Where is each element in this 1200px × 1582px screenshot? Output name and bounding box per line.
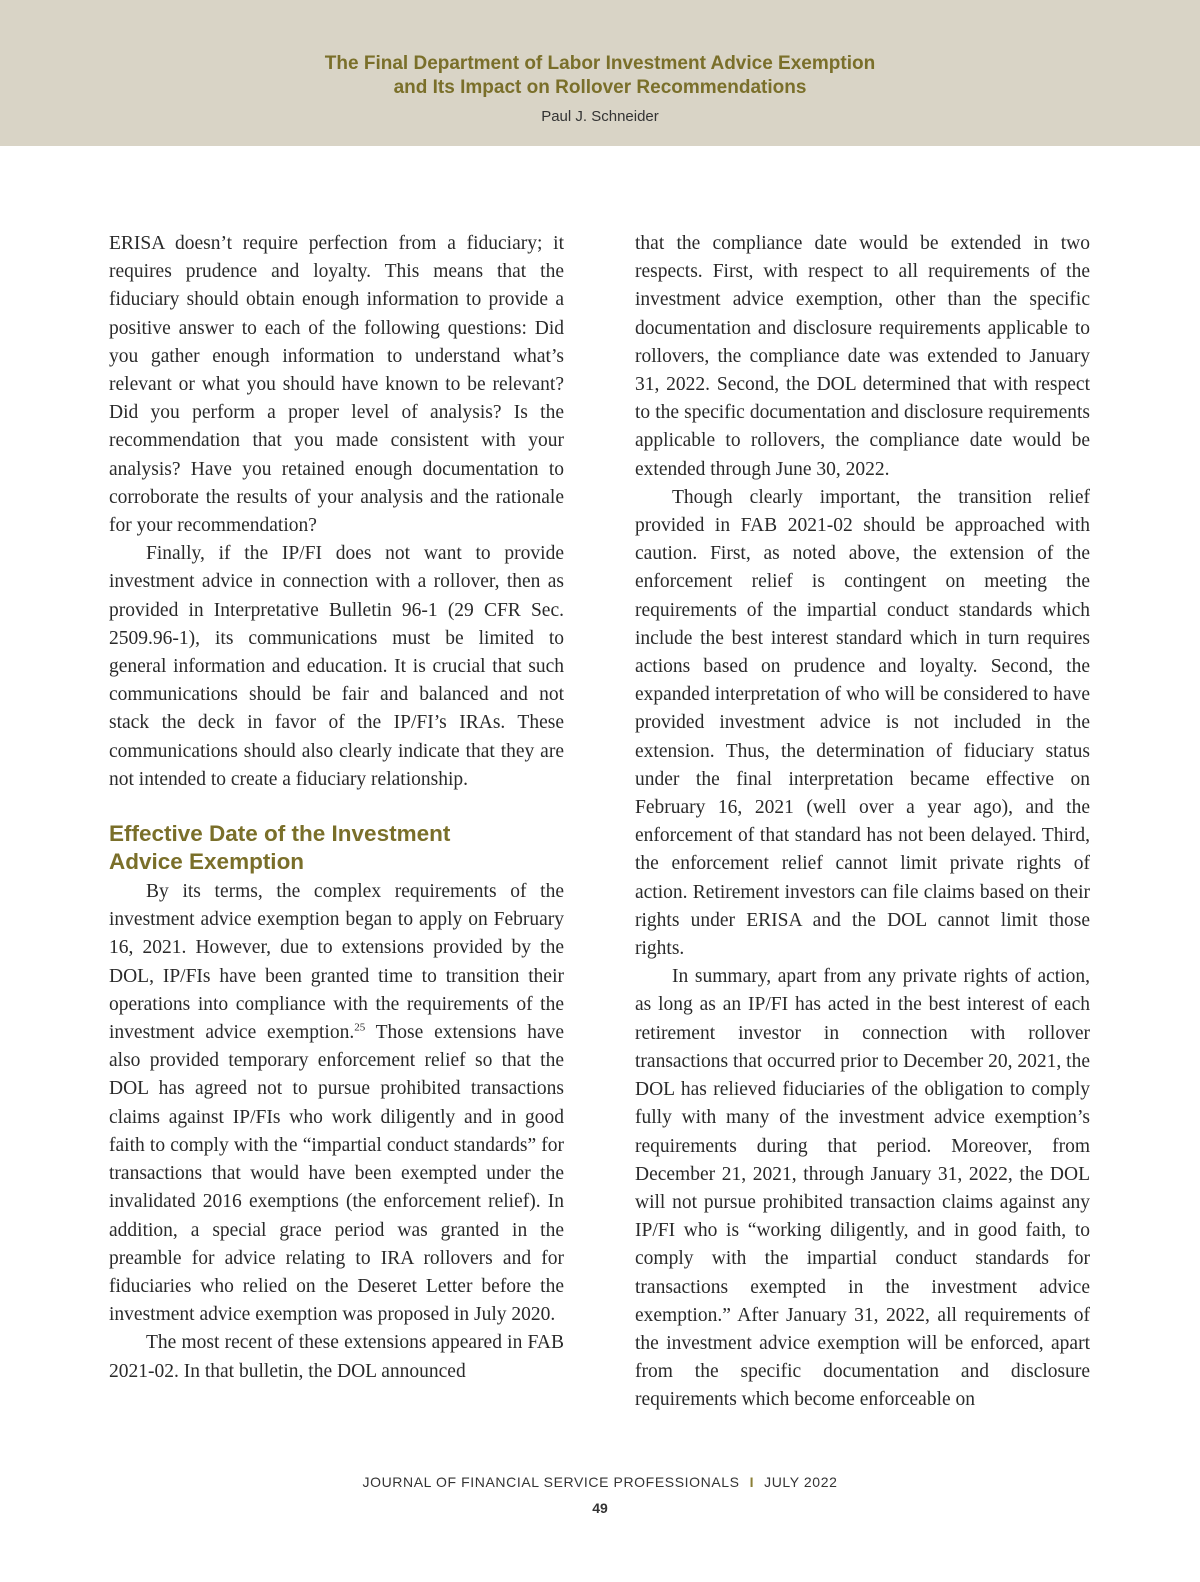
left-column [109,230,564,1386]
article-title-line-1: The Final Department of Labor Investment Advice Exemption [324,53,876,74]
journal-footer [0,1474,1200,1490]
page-number: 49 [592,1500,608,1516]
left-paragraph-3-text: By its terms, the complex requirements of the investment advice exemption began to apply on February 16, 2021. However, due to extensions provided by the DOL, IP/FIs have been granted time to transition their operations into compliance with the requirements of the investment advice exemption. [109,881,564,1044]
article-title [0,52,1200,100]
article-author: Paul J. Schneider [541,108,659,125]
left-paragraph-2: Finally, if the IP/FI does not want to provide investment advice in connection with a rollover, then as provided in Interpretative Bulletin 96-1 (29 CFR Sec. 2509.96-1), its communications must be limited to general information and education. It is crucial that such communications should be fair and balanced and not stack the deck in favor of the IP/FI’s IRAs. These communications should also clearly indicate that they are not intended to create a fiduciary relationship. [109,543,564,790]
left-paragraph-3 [109,878,564,1329]
section-heading-line-2: Advice Exemption [109,849,305,875]
right-column [635,230,1090,1415]
footer-separator: I [749,1474,755,1490]
article-title-line-2: and Its Impact on Rollover Recommendations [393,77,807,98]
footnote-marker-25[interactable]: 25 [354,1021,366,1034]
section-heading [109,820,564,876]
journal-name: JOURNAL OF FINANCIAL SERVICE PROFESSIONALS [362,1474,740,1490]
left-paragraph-3-rest: Those extensions have also provided temporary enforcement relief so that the DOL has agreed not to pursue prohibited transactions claims against IP/FIs who work diligently and in good faith to comply with the “impartial conduct standards” for transactions that would have been exempted under the invalidated 2016 exemptions (the enforcement relief). In addition, a special grace period was granted in the preamble for advice relating to IRA rollovers and for fiduciaries who relied on the Deseret Letter before the investment advice exemption was proposed in July 2020. [109,1022,565,1326]
section-heading-line-1: Effective Date of the Investment [109,821,451,847]
left-paragraph-1: ERISA doesn’t require perfection from a fiduciary; it requires prudence and loyalty. This means that the fiduciary should obtain enough information to provide a positive answer to each of the following questions: Did you gather enough information to understand what’s relevant or what you should have known to be relevant? Did you perform a proper level of analysis? Is the recommendation that you made consistent with your analysis? Have you retained enough documentation to corroborate the results of your analysis and the rationale for your recommendation? [109,233,564,537]
left-paragraph-4: The most recent of these extensions appeared in FAB 2021-02. In that bulletin, the DOL announced [109,1332,564,1382]
journal-date: JULY 2022 [764,1474,838,1490]
right-paragraph-1: that the compliance date would be extended in two respects. First, with respect to all requirements of the investment advice exemption, other than the specific documentation and disclosure requirements applicable to rollovers, the compliance date was extended to January 31, 2022. Second, the DOL determined that with respect to the specific documentation and disclosure requirements applicable to rollovers, the compliance date would be extended through June 30, 2022. [635,233,1090,480]
right-paragraph-3: In summary, apart from any private rights of action, as long as an IP/FI has acted in the best interest of each retirement investor in connection with rollover transactions that occurred prior to December 20, 2021, the DOL has relieved fiduciaries of the obligation to comply fully with many of the investment advice exemption’s requirements during that period. Moreover, from December 21, 2021, through January 31, 2022, the DOL will not pursue prohibited transaction claims against any IP/FI who is “working diligently, and in good faith, to comply with the impartial conduct standards for transactions exempted in the investment advice exemption.” After January 31, 2022, all requirements of the investment advice exemption will be enforced, apart from the specific documentation and disclosure requirements which become enforceable on [635,966,1090,1411]
right-paragraph-2: Though clearly important, the transition relief provided in FAB 2021-02 should be approached with caution. First, as noted above, the extension of the enforcement relief is contingent on meeting the requirements of the impartial conduct standards which include the best interest standard which in turn requires actions based on prudence and loyalty. Second, the expanded interpretation of who will be considered to have provided investment advice is not included in the extension. Thus, the determination of fiduciary status under the final interpretation became effective on February 16, 2021 (well over a year ago), and the enforcement of that standard has not been delayed. Third, the enforcement relief cannot limit private rights of action. Retirement investors can file claims based on their rights under ERISA and the DOL cannot limit those rights. [635,486,1090,960]
